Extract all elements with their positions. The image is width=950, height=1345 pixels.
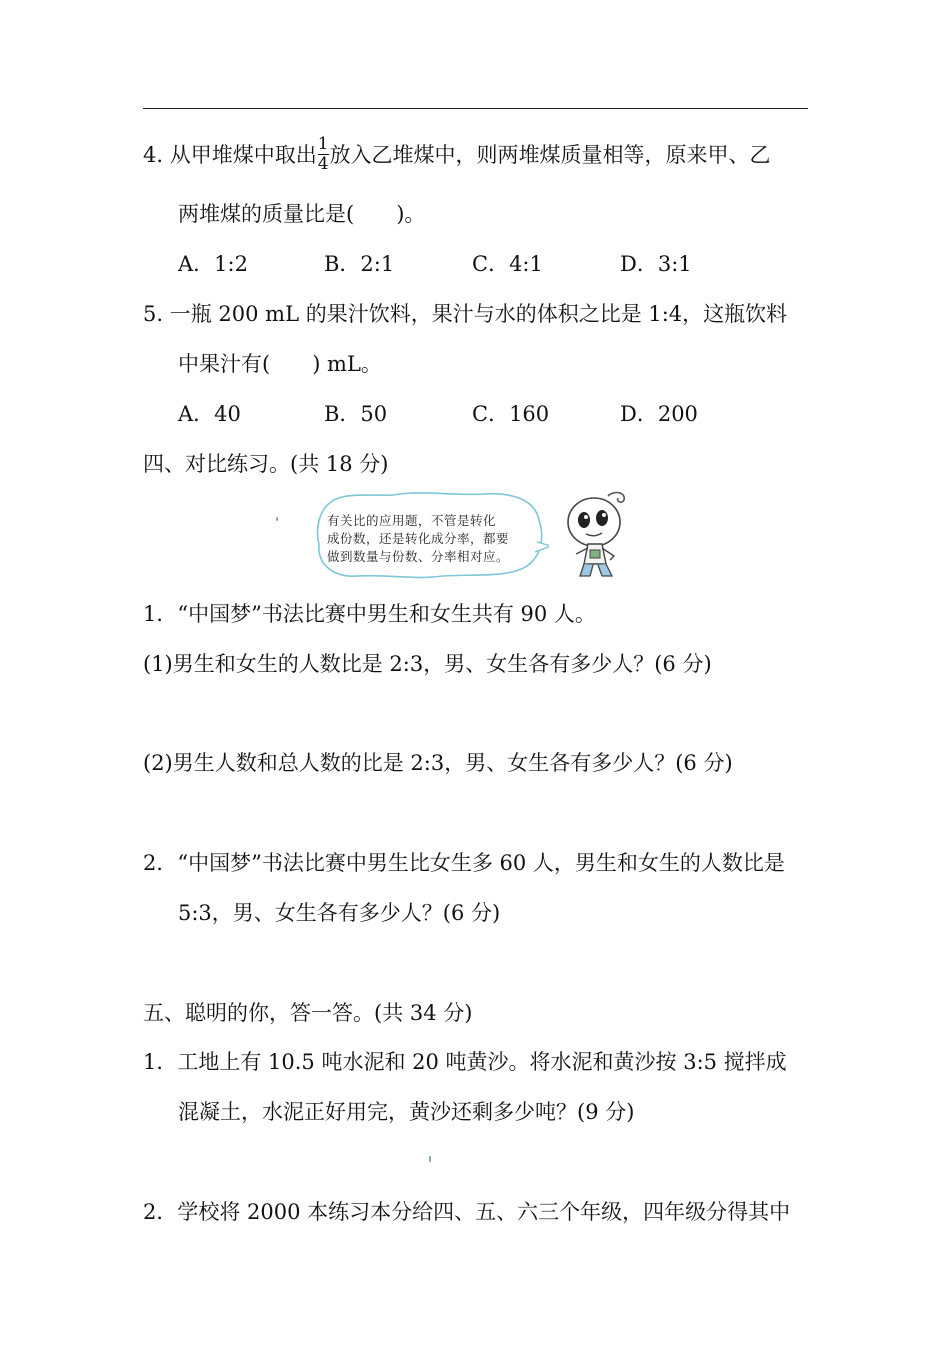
q4-fraction	[318, 136, 329, 173]
q5-option-b: B．50	[324, 402, 388, 426]
q4-option-a: A．1:2	[178, 252, 248, 276]
s5-q1-line1: 1．工地上有 10.5 吨水泥和 20 吨黄沙。将水泥和黄沙按 3:5 搅拌成	[143, 1050, 787, 1074]
s4-q2-line2: 5:3，男、女生各有多少人？(6 分)	[178, 901, 501, 925]
section5-title: 五、聪明的你，答一答。(共 34 分)	[143, 1001, 473, 1025]
q4-option-d: D．3:1	[620, 252, 692, 276]
q5-option-d: D．200	[620, 402, 698, 426]
q5-text: 一瓶 200 mL 的果汁饮料，果汁与水的体积之比是 1:4，这瓶饮料	[169, 302, 788, 326]
q5-option-a: A．40	[178, 402, 241, 426]
q4-fraction-numerator: 1	[317, 134, 329, 154]
s5-q2-line1: 2．学校将 2000 本练习本分给四、五、六三个年级，四年级分得其中	[143, 1200, 791, 1224]
s4-q2-line1: 2．“中国梦”书法比赛中男生比女生多 60 人，男生和女生的人数比是	[143, 851, 785, 875]
section4-title: 四、对比练习。(共 18 分)	[143, 452, 389, 476]
tip-text	[327, 512, 537, 566]
q4-fraction-denominator: 4	[317, 154, 329, 174]
q5-number: 5.	[143, 302, 164, 326]
q4-option-c: C．4:1	[472, 252, 543, 276]
tip-line-1: 有关比的应用题，不管是转化	[327, 513, 497, 528]
tip-line-2: 成份数，还是转化成分率，都要	[327, 531, 510, 546]
q4-line1	[143, 134, 771, 175]
s4-q1-part1: (1)男生和女生的人数比是 2:3，男、女生各有多少人？(6 分)	[143, 652, 712, 676]
q4-text-before: 从甲堆煤中取出	[169, 143, 317, 167]
scan-speck	[429, 1156, 431, 1162]
q4-line2: 两堆煤的质量比是( )。	[178, 202, 426, 226]
q5-line1	[143, 304, 787, 325]
q4-text-after: 放入乙堆煤中，则两堆煤质量相等，原来甲、乙	[329, 143, 771, 167]
cartoon-mascot-icon	[560, 488, 640, 580]
s5-q1-line2: 混凝土，水泥正好用完，黄沙还剩多少吨？(9 分)	[178, 1100, 635, 1124]
tip-line-3: 做到数量与份数、分率相对应。	[327, 549, 510, 564]
s4-q1-part2: (2)男生人数和总人数的比是 2:3，男、女生各有多少人？(6 分)	[143, 751, 733, 775]
q4-number: 4.	[143, 143, 164, 167]
header-rule	[143, 108, 808, 109]
q4-option-b: B．2:1	[324, 252, 395, 276]
s4-q1-stem: 1．“中国梦”书法比赛中男生和女生共有 90 人。	[143, 602, 596, 626]
scan-speck	[276, 517, 278, 521]
q5-line2: 中果汁有( ) mL。	[178, 352, 382, 376]
q5-option-c: C．160	[472, 402, 550, 426]
